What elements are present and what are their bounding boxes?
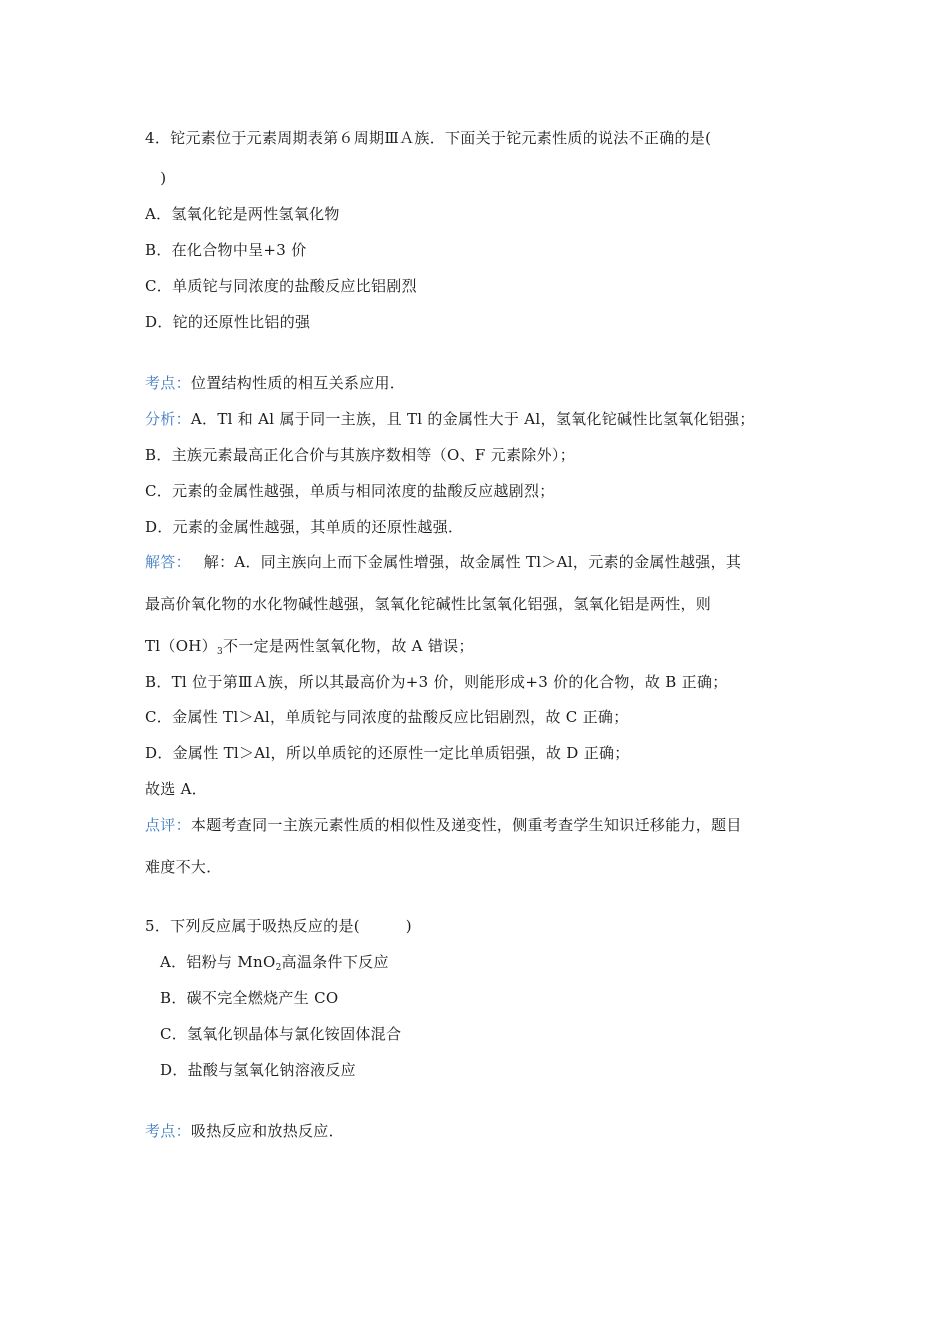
q4-fenxi-line-3: C．元素的金属性越强，单质与相同浓度的盐酸反应越剧烈； (145, 482, 555, 500)
q4-fenxi-label: 分析： (145, 410, 191, 428)
q5-option-b: B．碳不完全燃烧产生 CO (160, 989, 339, 1007)
q4-fenxi-line-4: D．元素的金属性越强，其单质的还原性越强． (145, 518, 464, 536)
q4-dianping-text-1: 本题考查同一主族元素性质的相似性及递变性，侧重考查学生知识迁移能力，题目 (190, 816, 742, 834)
q4-option-b: B．在化合物中呈+3 价 (145, 241, 307, 259)
q4-jieda-line-5: C．金属性 Tl＞Al，单质铊与同浓度的盐酸反应比铝剧烈，故 C 正确； (145, 708, 629, 726)
q5-kaodian-label: 考点： (145, 1122, 191, 1140)
q4-option-a: A．氢氧化铊是两性氢氧化物 (145, 205, 340, 223)
q4-kaodian-label: 考点： (145, 374, 191, 392)
q4-jieda-label: 解答： (145, 553, 184, 571)
q4-jieda-text-1: 解：A．同主族向上而下金属性增强，故金属性 Tl＞Al，元素的金属性越强，其 (183, 553, 742, 571)
q4-jieda-line-4: B．Tl 位于第ⅢＡ族，所以其最高价为+3 价，则能形成+3 价的化合物，故 B 正确； (145, 673, 728, 691)
q4-option-d: D．铊的还原性比铝的强 (145, 313, 311, 331)
q4-dianping-line-1 (145, 815, 742, 835)
q4-kaodian-text: 位置结构性质的相互关系应用． (190, 374, 406, 392)
q4-fenxi-line-1 (145, 409, 755, 429)
q4-jieda-line-2: 最高价氧化物的水化物碱性越强，氢氧化铊碱性比氢氧化铝强，氢氧化铝是两性，则 (145, 595, 712, 613)
q4-jieda-line-7: 故选 A． (145, 780, 208, 798)
q4-fenxi-line-2: B．主族元素最高正化合价与其族序数相等（O、F 元素除外）； (145, 446, 575, 464)
q4-fenxi-text-1: A．Tl 和 Al 属于同一主族，且 Tl 的金属性大于 Al，氢氧化铊碱性比氢氧化铝强； (190, 410, 755, 428)
q5-kaodian-text: 吸热反应和放热反应． (190, 1122, 344, 1140)
q4-option-c: C．单质铊与同浓度的盐酸反应比铝剧烈 (145, 277, 417, 295)
q5-option-c: C．氢氧化钡晶体与氯化铵固体混合 (160, 1025, 402, 1043)
q5-kaodian (145, 1121, 344, 1141)
q4-jieda-line-1 (145, 552, 741, 572)
q4-dianping-line-2: 难度不大． (145, 858, 222, 876)
q4-dianping-label: 点评： (145, 816, 191, 834)
q4-stem: 4．铊元素位于元素周期表第６周期ⅢＡ族．下面关于铊元素性质的说法不正确的是( (145, 129, 712, 147)
q4-stem-close: ) (145, 169, 167, 187)
q5-option-d: D．盐酸与氢氧化钠溶液反应 (160, 1061, 356, 1079)
q4-jieda-line-6: D．金属性 Tl＞Al，所以单质铊的还原性一定比单质铝强，故 D 正确； (145, 744, 630, 762)
q4-jieda-line-3: $Tl(OH)_3$不一定是两性氢氧化物，故 A 错误； (145, 637, 474, 657)
q5-option-a: A．铝粉与 MnO$_2$高温条件下反应 (160, 953, 389, 973)
q4-kaodian (145, 373, 405, 393)
q5-stem: 5．下列反应属于吸热反应的是( ) (145, 917, 412, 935)
